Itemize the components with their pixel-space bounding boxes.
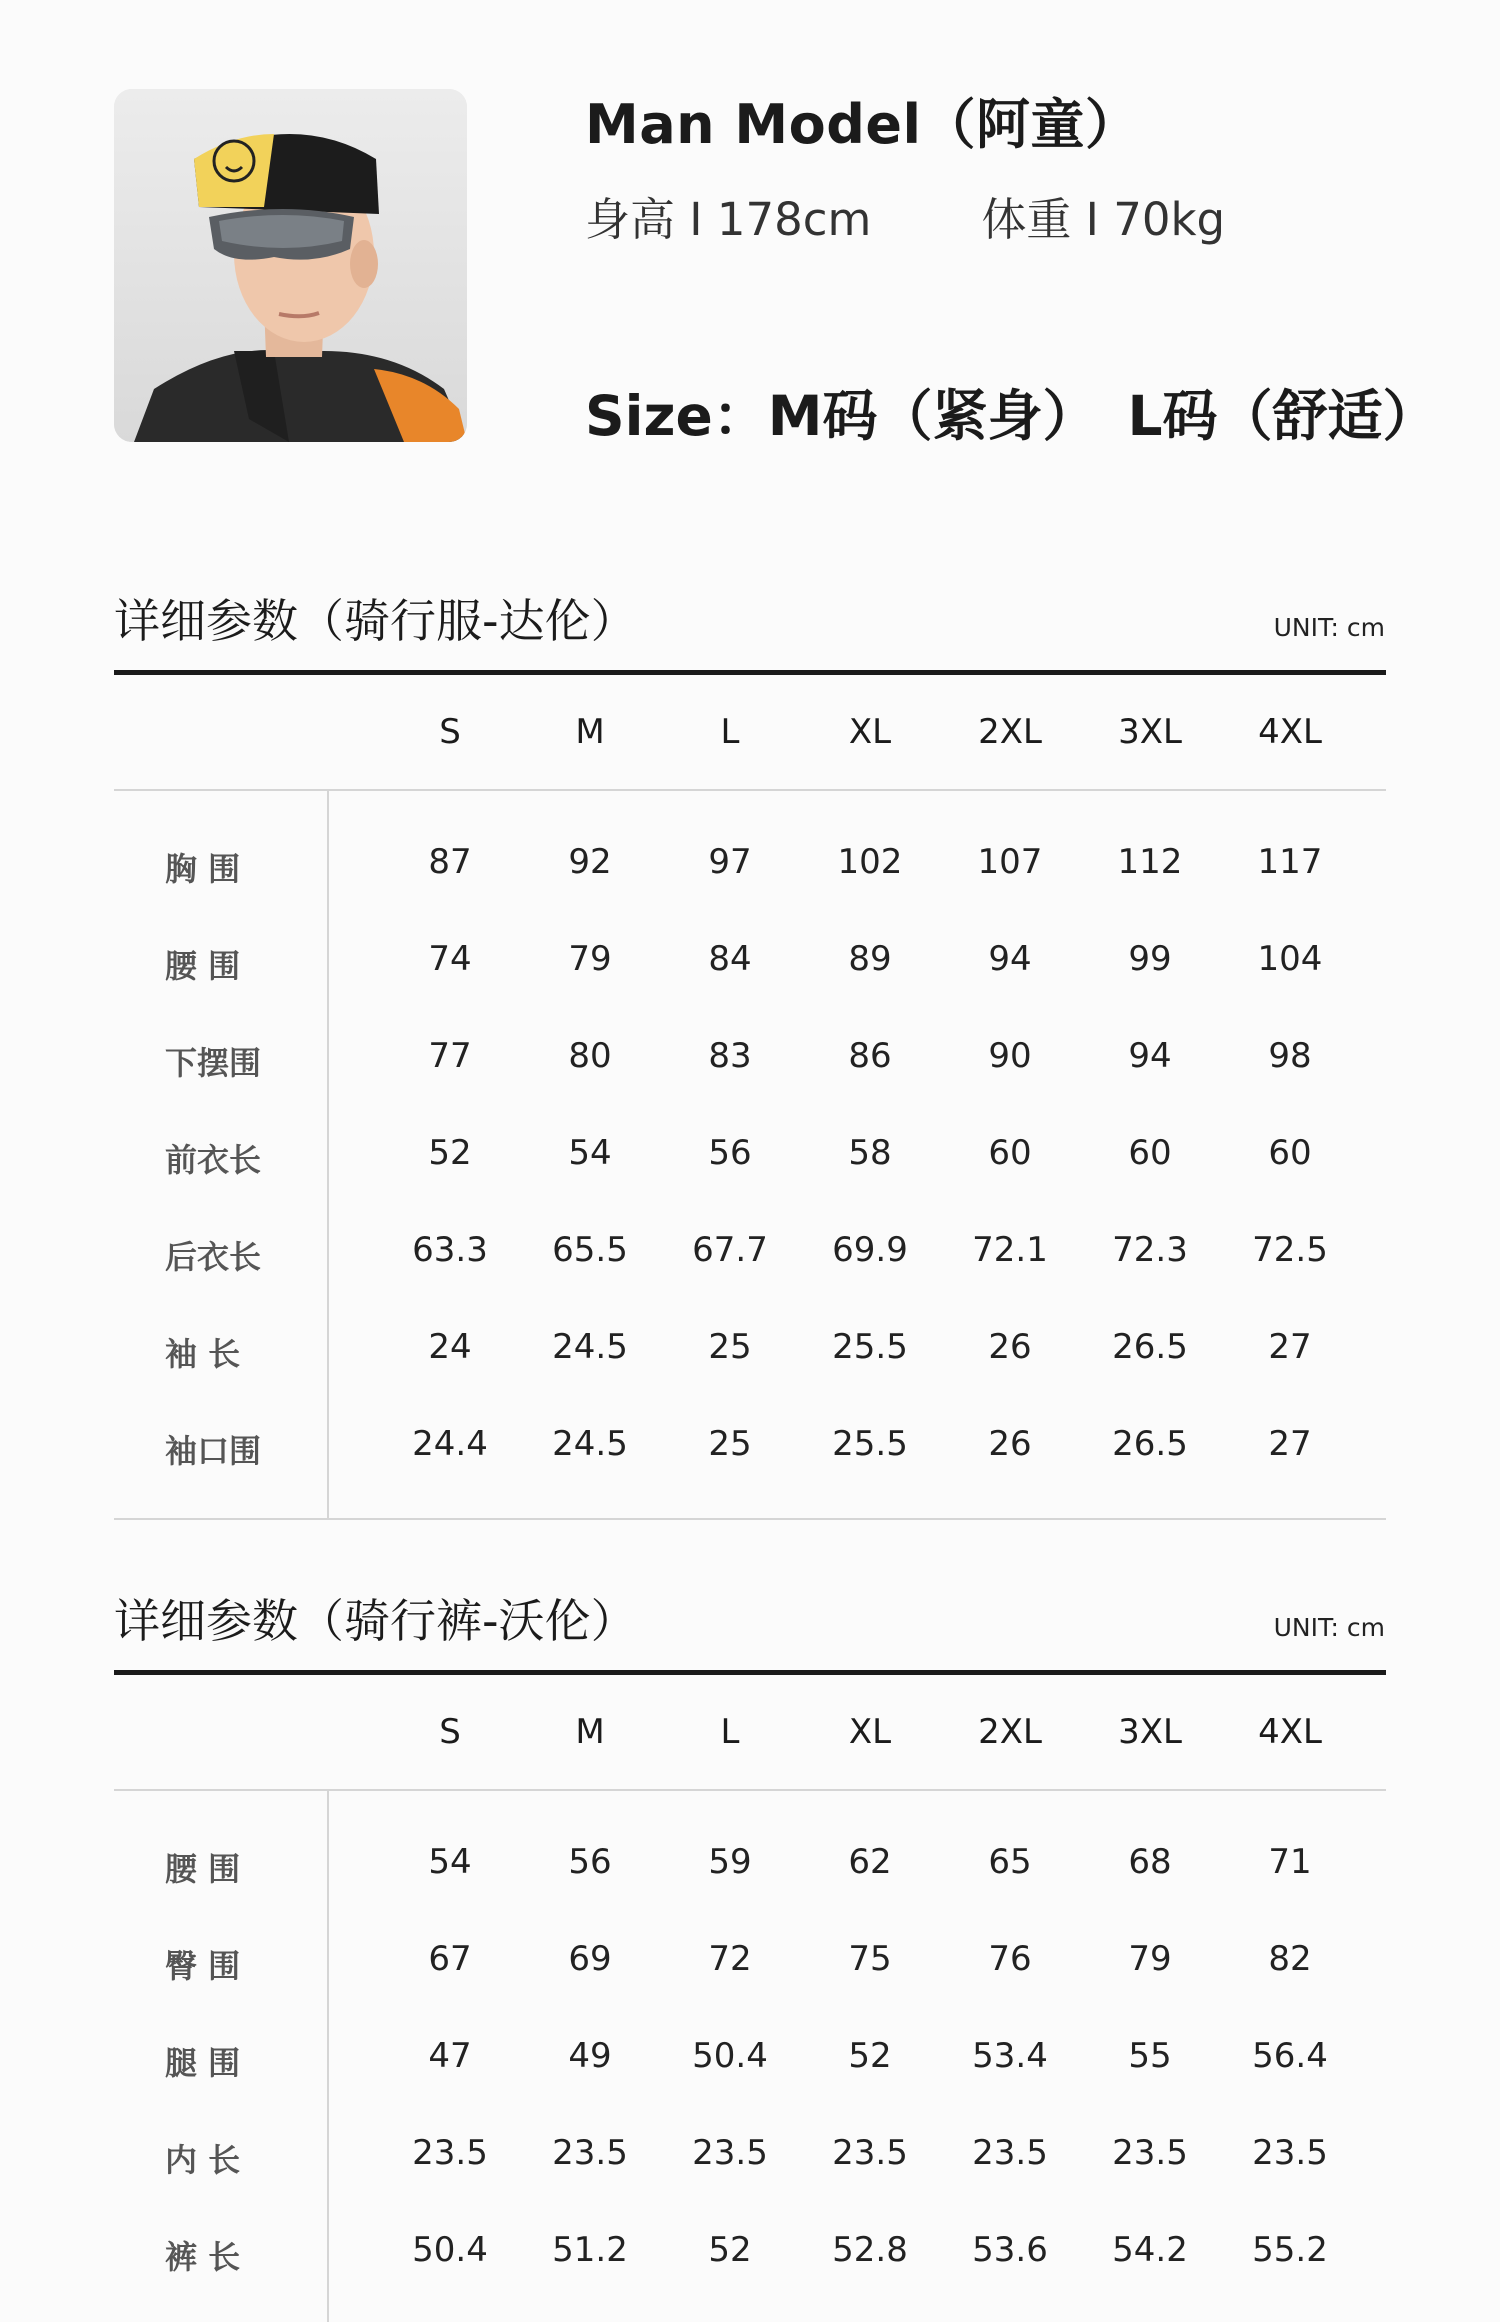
table-cell: 74 (428, 939, 472, 979)
table-cell: 25.5 (832, 1424, 908, 1464)
model-height: 身高 I 178cm (585, 193, 872, 246)
table-cell: 72.5 (1252, 1230, 1328, 1270)
table-cell: 69 (568, 1939, 612, 1979)
table-cell: 86 (848, 1036, 892, 1076)
size-header: M (575, 712, 605, 752)
table-cell: 97 (708, 842, 752, 882)
header-divider (114, 1789, 1386, 1791)
table-cell: 52.8 (832, 2230, 908, 2270)
row-label: 袖 长 (165, 1335, 241, 1373)
table-cell: 79 (1128, 1939, 1172, 1979)
table-cell: 62 (848, 1842, 892, 1882)
table-cell: 71 (1268, 1842, 1312, 1882)
table-cell: 24.5 (552, 1424, 628, 1464)
table-cell: 26.5 (1112, 1424, 1188, 1464)
table-cell: 75 (848, 1939, 892, 1979)
table-cell: 25 (708, 1327, 752, 1367)
header-divider (114, 789, 1386, 791)
table-cell: 58 (848, 1133, 892, 1173)
table-cell: 76 (988, 1939, 1032, 1979)
table-cell: 107 (977, 842, 1043, 882)
model-size (585, 372, 1438, 451)
table-cell: 77 (428, 1036, 472, 1076)
table-cell: 65.5 (552, 1230, 628, 1270)
table-cell: 54 (428, 1842, 472, 1882)
table-cell: 79 (568, 939, 612, 979)
table-cell: 56 (708, 1133, 752, 1173)
size-header: 4XL (1258, 712, 1322, 752)
row-label: 后衣长 (165, 1238, 262, 1276)
table-cell: 27 (1268, 1327, 1312, 1367)
section-title: 详细参数（骑行服-达伦） (114, 594, 637, 648)
table-cell: 90 (988, 1036, 1032, 1076)
table-cell: 23.5 (552, 2133, 628, 2173)
table-cell: 50.4 (692, 2036, 768, 2076)
table-cell: 82 (1268, 1939, 1312, 1979)
row-label: 臀 围 (165, 1947, 241, 1985)
table-top-rule (114, 670, 1386, 675)
table-cell: 56 (568, 1842, 612, 1882)
label-column-divider (327, 791, 329, 1518)
unit-label: UNIT: cm (1273, 1613, 1385, 1642)
table-cell: 112 (1117, 842, 1183, 882)
table-cell: 23.5 (692, 2133, 768, 2173)
table-cell: 51.2 (552, 2230, 628, 2270)
table-cell: 23.5 (1252, 2133, 1328, 2173)
table-cell: 99 (1128, 939, 1172, 979)
table-cell: 69.9 (832, 1230, 908, 1270)
table-cell: 26 (988, 1327, 1032, 1367)
table-cell: 53.4 (972, 2036, 1048, 2076)
table-cell: 87 (428, 842, 472, 882)
row-label: 腿 围 (165, 2044, 241, 2082)
table-cell: 55 (1128, 2036, 1172, 2076)
table-cell: 53.6 (972, 2230, 1048, 2270)
table-top-rule (114, 1670, 1386, 1675)
row-label: 内 长 (165, 2141, 241, 2179)
row-label: 腰 围 (165, 1850, 241, 1888)
model-weight: 体重 I 70kg (981, 193, 1226, 246)
table-cell: 24 (428, 1327, 472, 1367)
size-header: 3XL (1118, 712, 1182, 752)
table-cell: 94 (988, 939, 1032, 979)
table-cell: 72 (708, 1939, 752, 1979)
table-cell: 55.2 (1252, 2230, 1328, 2270)
model-title: Man Model（阿童） (585, 93, 1140, 156)
table-cell: 92 (568, 842, 612, 882)
table-cell: 104 (1257, 939, 1323, 979)
table-cell: 84 (708, 939, 752, 979)
table-bottom-rule (114, 1518, 1386, 1520)
row-label: 裤 长 (165, 2238, 241, 2276)
table-cell: 65 (988, 1842, 1032, 1882)
table-cell: 52 (848, 2036, 892, 2076)
table-cell: 72.1 (972, 1230, 1048, 1270)
table-cell: 83 (708, 1036, 752, 1076)
row-label: 下摆围 (165, 1044, 262, 1082)
table-cell: 94 (1128, 1036, 1172, 1076)
table-cell: 23.5 (412, 2133, 488, 2173)
size-header: XL (848, 1712, 892, 1752)
size-header: 3XL (1118, 1712, 1182, 1752)
table-cell: 80 (568, 1036, 612, 1076)
table-cell: 67.7 (692, 1230, 768, 1270)
table-cell: 50.4 (412, 2230, 488, 2270)
table-cell: 54 (568, 1133, 612, 1173)
table-cell: 67 (428, 1939, 472, 1979)
table-cell: 49 (568, 2036, 612, 2076)
size-header: S (439, 712, 461, 752)
table-cell: 98 (1268, 1036, 1312, 1076)
size-header: 2XL (978, 1712, 1042, 1752)
table-cell: 59 (708, 1842, 752, 1882)
table-cell: 52 (708, 2230, 752, 2270)
table-cell: 68 (1128, 1842, 1172, 1882)
table-cell: 54.2 (1112, 2230, 1188, 2270)
section-title: 详细参数（骑行裤-沃伦） (114, 1594, 637, 1648)
label-column-divider (327, 1791, 329, 2322)
table-cell: 60 (988, 1133, 1032, 1173)
size-header: XL (848, 712, 892, 752)
row-label: 腰 围 (165, 947, 241, 985)
size-tight: Size：M码（紧身） (585, 384, 1098, 448)
table-cell: 23.5 (832, 2133, 908, 2173)
table-cell: 102 (837, 842, 903, 882)
table-cell: 52 (428, 1133, 472, 1173)
table-cell: 117 (1257, 842, 1323, 882)
table-cell: 24.4 (412, 1424, 488, 1464)
table-cell: 26.5 (1112, 1327, 1188, 1367)
row-label: 胸 围 (165, 850, 241, 888)
table-cell: 60 (1128, 1133, 1172, 1173)
row-label: 袖口围 (165, 1432, 262, 1470)
size-header: S (439, 1712, 461, 1752)
row-label: 前衣长 (165, 1141, 262, 1179)
model-photo (114, 89, 467, 442)
size-comfort: L码（舒适） (1127, 384, 1438, 448)
model-stats (585, 183, 1225, 248)
size-header: L (720, 712, 740, 752)
table-cell: 60 (1268, 1133, 1312, 1173)
size-header: 2XL (978, 712, 1042, 752)
table-cell: 89 (848, 939, 892, 979)
size-header: 4XL (1258, 1712, 1322, 1752)
table-cell: 27 (1268, 1424, 1312, 1464)
size-header: L (720, 1712, 740, 1752)
table-cell: 23.5 (972, 2133, 1048, 2173)
table-cell: 47 (428, 2036, 472, 2076)
table-cell: 63.3 (412, 1230, 488, 1270)
table-cell: 26 (988, 1424, 1032, 1464)
model-illustration (114, 89, 467, 442)
table-cell: 24.5 (552, 1327, 628, 1367)
table-cell: 25.5 (832, 1327, 908, 1367)
table-cell: 72.3 (1112, 1230, 1188, 1270)
table-cell: 25 (708, 1424, 752, 1464)
table-cell: 23.5 (1112, 2133, 1188, 2173)
unit-label: UNIT: cm (1273, 613, 1385, 642)
table-cell: 56.4 (1252, 2036, 1328, 2076)
size-header: M (575, 1712, 605, 1752)
